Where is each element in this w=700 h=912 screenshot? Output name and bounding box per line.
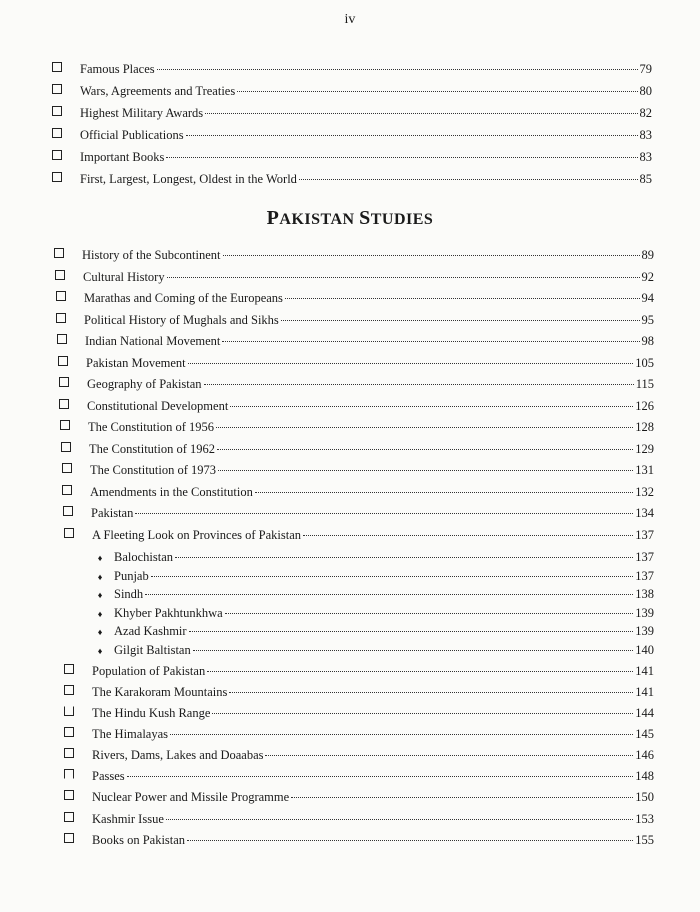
dot-leader: [207, 671, 633, 672]
dot-leader: [204, 384, 634, 385]
checkbox-bullet-icon: [52, 62, 62, 72]
toc-entry: [64, 788, 654, 806]
checkbox-bullet-icon: [64, 685, 74, 695]
checkbox-bullet-icon: [64, 528, 74, 538]
toc-entry-page: 137: [635, 569, 654, 583]
dot-leader: [175, 557, 633, 558]
checkbox-bullet-icon: [62, 463, 72, 473]
toc-entry-title: Balochistan: [114, 550, 174, 564]
toc-entry-page: 153: [635, 812, 654, 826]
toc-entry-page: 134: [635, 506, 654, 520]
toc-entry-title: The Constitution of 1973: [90, 463, 217, 477]
toc-entry-title: Political History of Mughals and Sikhs: [84, 313, 279, 327]
checkbox-bullet-icon: [62, 485, 72, 495]
toc-entry: [64, 725, 654, 743]
toc-entry-page: 98: [641, 334, 654, 348]
toc-entry-title: Pakistan Movement: [86, 356, 186, 370]
toc-entry-page: 105: [635, 356, 654, 370]
toc-entry-title: The Himalayas: [92, 727, 169, 741]
checkbox-bullet-icon: [64, 833, 74, 843]
dot-leader: [188, 363, 634, 364]
checkbox-bullet-icon: [52, 84, 62, 94]
checkbox-bullet-icon: [56, 291, 66, 301]
toc-entry-title: Constitutional Development: [87, 399, 229, 413]
dot-leader: [205, 113, 637, 114]
toc-entry: [61, 440, 654, 458]
toc-entry-page: 131: [635, 463, 654, 477]
dot-leader: [157, 69, 638, 70]
dot-leader: [229, 692, 633, 693]
toc-entry-page: 129: [635, 442, 654, 456]
dot-leader: [127, 776, 634, 777]
checkbox-bullet-icon: [55, 270, 65, 280]
dot-leader: [303, 535, 633, 536]
toc-entry: [64, 526, 654, 544]
section-title: PAKISTAN STUDIES: [266, 207, 434, 229]
toc-entry-title: The Hindu Kush Range: [92, 706, 211, 720]
toc-entry-title: Indian National Movement: [85, 334, 221, 348]
dot-leader: [151, 576, 634, 577]
toc-entry-title: Khyber Pakhtunkhwa: [114, 606, 223, 620]
checkbox-bullet-icon: [59, 377, 69, 387]
toc-entry-title: Nuclear Power and Missile Programme: [92, 790, 290, 804]
checkbox-bullet-icon: [54, 248, 64, 258]
checkbox-bullet-icon: [64, 812, 74, 822]
toc-entry-title: Rivers, Dams, Lakes and Doaabas: [92, 748, 264, 762]
dot-leader: [217, 449, 633, 450]
toc-entry-page: 115: [635, 377, 654, 391]
toc-entry-title: Geography of Pakistan: [87, 377, 202, 391]
toc-entry: [54, 246, 654, 264]
toc-entry-page: 126: [635, 399, 654, 413]
toc-entry: [52, 170, 652, 188]
checkbox-bullet-icon: [56, 313, 66, 323]
dot-leader: [281, 320, 640, 321]
toc-entry-page: 85: [639, 172, 652, 186]
toc-entry: [59, 397, 654, 415]
toc-entry: [55, 268, 654, 286]
toc-entry: [60, 418, 654, 436]
toc-entry-page: 155: [635, 833, 654, 847]
dot-leader: [186, 135, 638, 136]
toc-entry: [92, 548, 654, 566]
toc-entry-title: Wars, Agreements and Treaties: [80, 84, 236, 98]
toc-entry-page: 82: [639, 106, 652, 120]
dot-leader: [193, 650, 634, 651]
dot-leader: [167, 277, 640, 278]
toc-entry: [64, 831, 654, 849]
diamond-bullet-icon: ♦: [97, 553, 103, 563]
checkbox-bullet-icon: [64, 769, 74, 779]
toc-entry-title: Azad Kashmir: [114, 624, 187, 638]
toc-entry-page: 144: [635, 706, 654, 720]
toc-entry-page: 95: [641, 313, 654, 327]
checkbox-bullet-icon: [64, 727, 74, 737]
toc-entry-page: 138: [635, 587, 654, 601]
dot-leader: [222, 341, 639, 342]
toc-entry: [64, 704, 654, 722]
toc-entry-page: 89: [641, 248, 654, 262]
toc-entry-page: 140: [635, 643, 654, 657]
toc-entry-title: Population of Pakistan: [92, 664, 206, 678]
toc-entry-title: The Karakoram Mountains: [92, 685, 228, 699]
checkbox-bullet-icon: [60, 420, 70, 430]
toc-entry: [56, 311, 654, 329]
diamond-bullet-icon: ♦: [97, 572, 103, 582]
page-number: iv: [344, 12, 356, 27]
toc-entry-title: Pakistan: [91, 506, 134, 520]
dot-leader: [187, 840, 633, 841]
checkbox-bullet-icon: [64, 664, 74, 674]
toc-entry-page: 145: [635, 727, 654, 741]
dot-leader: [291, 797, 633, 798]
toc-entry-title: First, Largest, Longest, Oldest in the World: [80, 172, 297, 186]
toc-entry-title: The Constitution of 1962: [89, 442, 216, 456]
toc-entry: [58, 354, 654, 372]
toc-entry-page: 139: [635, 606, 654, 620]
checkbox-bullet-icon: [64, 748, 74, 758]
toc-entry-page: 150: [635, 790, 654, 804]
dot-leader: [218, 470, 633, 471]
toc-entry-title: Highest Military Awards: [80, 106, 204, 120]
diamond-bullet-icon: ♦: [97, 590, 103, 600]
toc-entry-title: Passes: [92, 769, 125, 783]
toc-entry-page: 79: [639, 62, 652, 76]
toc-entry-page: 83: [639, 128, 652, 142]
toc-entry-page: 141: [635, 664, 654, 678]
checkbox-bullet-icon: [64, 790, 74, 800]
toc-entry-page: 92: [641, 270, 654, 284]
toc-entry: [92, 641, 654, 659]
dot-leader: [145, 594, 633, 595]
toc-entry-title: Marathas and Coming of the Europeans: [84, 291, 283, 305]
diamond-bullet-icon: ♦: [97, 646, 103, 656]
dot-leader: [255, 492, 633, 493]
checkbox-bullet-icon: [52, 150, 62, 160]
toc-entry: [92, 604, 654, 622]
toc-entry: [64, 746, 654, 764]
checkbox-bullet-icon: [63, 506, 73, 516]
toc-entry-page: 139: [635, 624, 654, 638]
dot-leader: [216, 427, 633, 428]
checkbox-bullet-icon: [52, 128, 62, 138]
toc-entry-page: 128: [635, 420, 654, 434]
toc-entry: [52, 60, 652, 78]
toc-entry: [52, 148, 652, 166]
toc-entry-page: 132: [635, 485, 654, 499]
toc-entry-title: Famous Places: [80, 62, 155, 76]
dot-leader: [166, 819, 633, 820]
toc-entry: [52, 82, 652, 100]
dot-leader: [189, 631, 634, 632]
checkbox-bullet-icon: [59, 399, 69, 409]
dot-leader: [135, 513, 633, 514]
toc-entry-title: Gilgit Baltistan: [114, 643, 191, 657]
dot-leader: [212, 713, 633, 714]
toc-entry-title: Books on Pakistan: [92, 833, 186, 847]
toc-entry: [52, 104, 652, 122]
toc-entry-page: 146: [635, 748, 654, 762]
toc-entry-page: 94: [641, 291, 654, 305]
diamond-bullet-icon: ♦: [97, 609, 103, 619]
toc-entry-page: 80: [639, 84, 652, 98]
toc-entry-title: Cultural History: [83, 270, 165, 284]
toc-entry-title: Sindh: [114, 587, 144, 601]
toc-entry-title: A Fleeting Look on Provinces of Pakistan: [92, 528, 302, 542]
section-heading: [0, 207, 700, 230]
checkbox-bullet-icon: [61, 442, 71, 452]
toc-entry-page: 83: [639, 150, 652, 164]
toc-entry: [63, 504, 654, 522]
dot-leader: [265, 755, 633, 756]
toc-entry: [64, 767, 654, 785]
dot-leader: [170, 734, 633, 735]
toc-entry-page: 137: [635, 528, 654, 542]
toc-entry: [52, 126, 652, 144]
dot-leader: [230, 406, 633, 407]
dot-leader: [299, 179, 638, 180]
toc-entry-page: 141: [635, 685, 654, 699]
toc-entry: [62, 483, 654, 501]
dot-leader: [223, 255, 640, 256]
dot-leader: [166, 157, 637, 158]
toc-entry-page: 148: [635, 769, 654, 783]
checkbox-bullet-icon: [64, 706, 74, 716]
checkbox-bullet-icon: [52, 106, 62, 116]
toc-entry: [57, 332, 654, 350]
toc-entry: [62, 461, 654, 479]
toc-entry: [64, 810, 654, 828]
toc-entry: [64, 662, 654, 680]
dot-leader: [225, 613, 634, 614]
toc-entry-title: Kashmir Issue: [92, 812, 164, 826]
toc-entry: [92, 585, 654, 603]
toc-entry-page: 137: [635, 550, 654, 564]
toc-entry: [92, 567, 654, 585]
checkbox-bullet-icon: [57, 334, 67, 344]
toc-entry: [92, 622, 654, 640]
toc-entry-title: Amendments in the Constitution: [90, 485, 253, 499]
toc-entry-title: The Constitution of 1956: [88, 420, 215, 434]
toc-entry: [64, 683, 654, 701]
toc-entry-title: Official Publications: [80, 128, 184, 142]
checkbox-bullet-icon: [58, 356, 68, 366]
dot-leader: [237, 91, 637, 92]
toc-entry-title: Important Books: [80, 150, 165, 164]
toc-entry-title: Punjab: [114, 569, 149, 583]
toc-entry: [56, 289, 654, 307]
diamond-bullet-icon: ♦: [97, 627, 103, 637]
dot-leader: [285, 298, 640, 299]
toc-entry-title: History of the Subcontinent: [82, 248, 221, 262]
checkbox-bullet-icon: [52, 172, 62, 182]
toc-entry: [59, 375, 654, 393]
